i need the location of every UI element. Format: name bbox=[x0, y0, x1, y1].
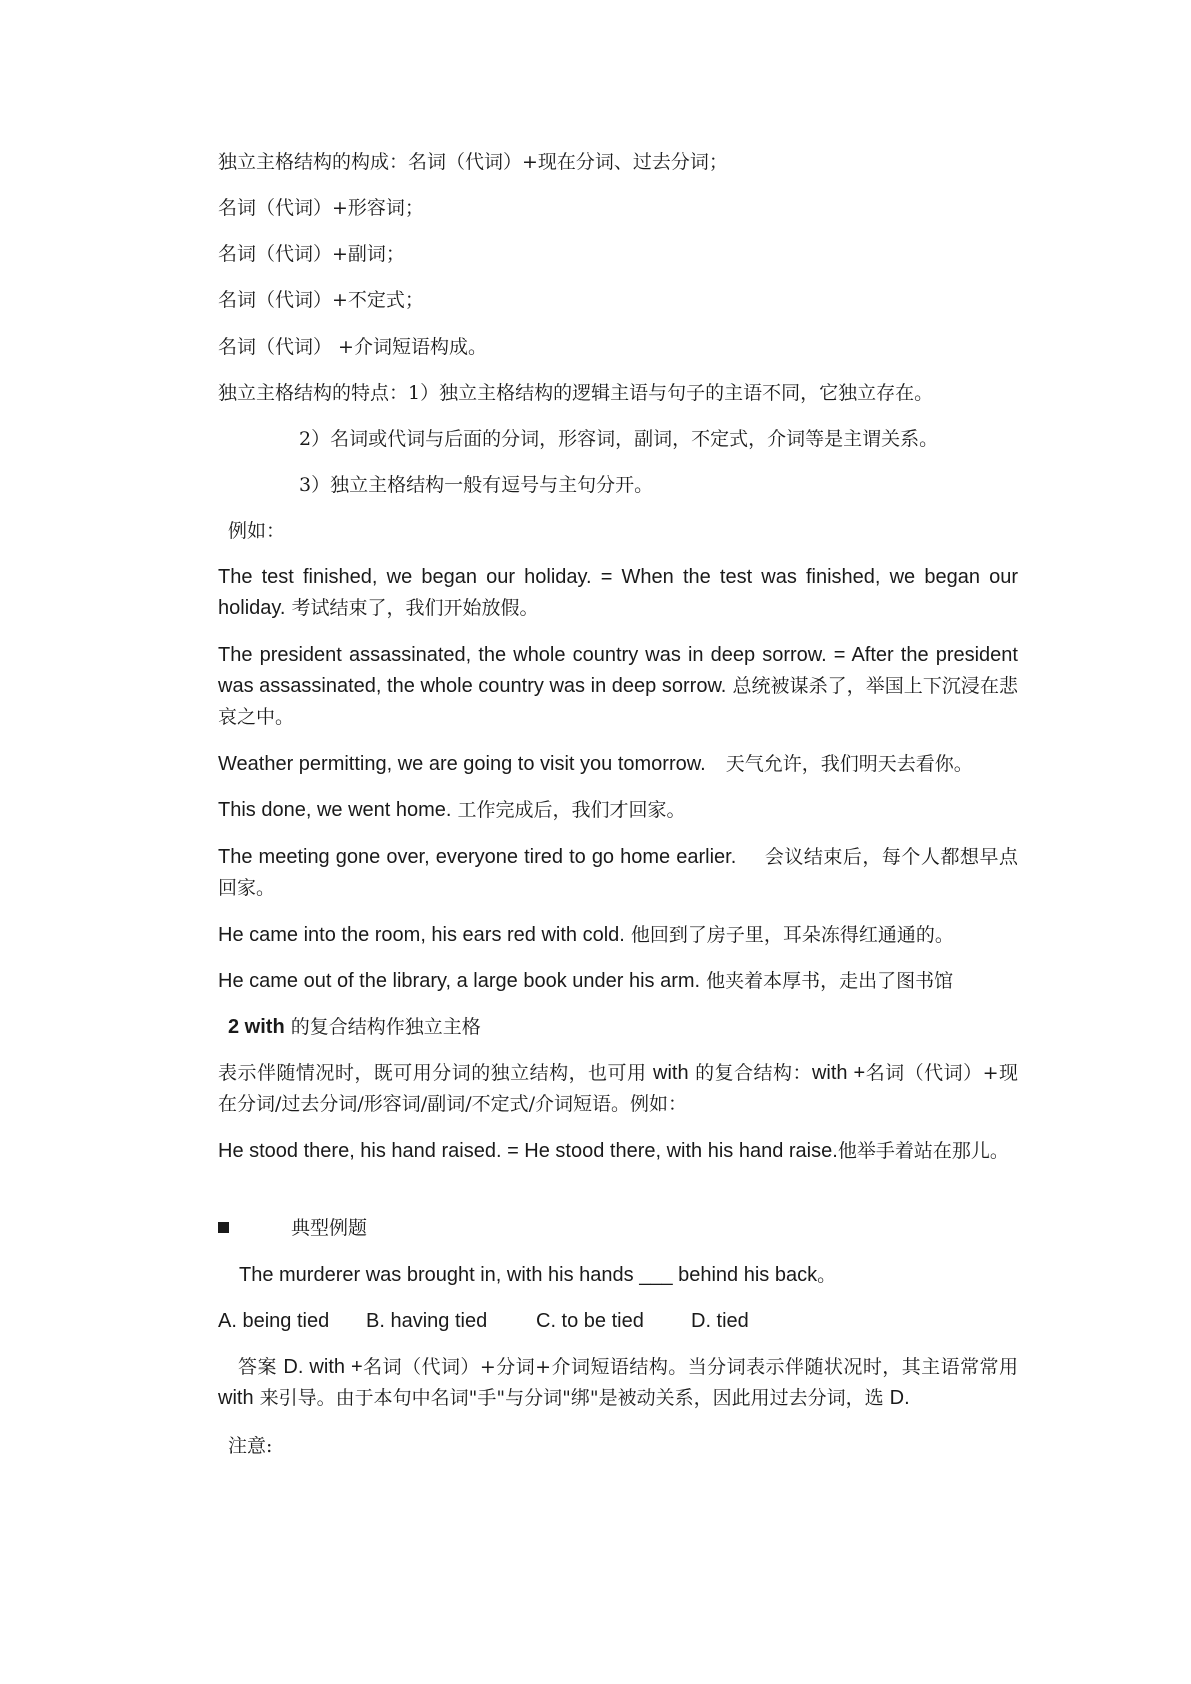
structure-line-1: 独立主格结构的构成：名词（代词）+现在分词、过去分词； bbox=[218, 151, 728, 173]
example-5 bbox=[218, 842, 1018, 904]
example-4 bbox=[218, 795, 1018, 826]
example-4-zh: 工作完成后，我们才回家。 bbox=[457, 799, 686, 821]
feature-line-2: 2）名词或代词与后面的分词，形容词，副词，不定式，介词等是主谓关系。 bbox=[299, 428, 939, 450]
note-label: 注意: bbox=[228, 1435, 273, 1457]
example-3-en: Weather permitting, we are going to visit you tomorrow. bbox=[218, 753, 706, 775]
example-1-en: The test finished, we began our holiday. = When the test was finished, we began our holiday. bbox=[218, 566, 1018, 619]
structure-line-4: 名词（代词）+不定式； bbox=[218, 289, 424, 311]
option-a: A. being tied bbox=[218, 1310, 330, 1332]
structure-line-3: 名词（代词）+副词； bbox=[218, 243, 405, 265]
section-2-example-en: He stood there, his hand raised. = He stood there, with his hand raise. bbox=[218, 1140, 838, 1162]
answer-options bbox=[218, 1306, 1018, 1337]
answer-with: with bbox=[218, 1387, 254, 1409]
desc-with-2: with + bbox=[811, 1062, 866, 1084]
section-2-example-zh: 他举手着站在那儿。 bbox=[837, 1140, 1009, 1162]
example-3-zh: 天气允许，我们明天去看你。 bbox=[725, 753, 973, 775]
example-5-zh: 会议结束后，每个人都想早点回家。 bbox=[218, 846, 1018, 899]
example-6-zh: 他回到了房子里，耳朵冻得红通通的。 bbox=[630, 924, 954, 946]
option-d: D. tied bbox=[691, 1310, 749, 1332]
example-1 bbox=[218, 562, 1018, 624]
example-5-en: The meeting gone over, everyone tired to go home earlier. bbox=[218, 846, 737, 868]
section-2-description bbox=[218, 1058, 1018, 1120]
structure-line-2: 名词（代词）+形容词； bbox=[218, 197, 424, 219]
example-7-en: He came out of the library, a large book under his arm. bbox=[218, 970, 701, 992]
desc-part-c: 名词（代词）+现在分词/过去分词/形容词/副词/不定式/介词短语。例如： bbox=[218, 1062, 1018, 1115]
desc-part-a: 表示伴随情况时，既可用分词的独立结构，也可用 bbox=[218, 1062, 647, 1084]
example-2-en: The president assassinated, the whole country was in deep sorrow. = After the president was assassinated, the whole country was in deep sorrow. bbox=[218, 644, 1018, 697]
answer-choice: D. bbox=[889, 1387, 910, 1409]
structure-line-5: 名词（代词） +介词短语构成。 bbox=[218, 336, 487, 358]
answer-text-2: 来引导。由于本句中名词"手"与分词"绑"是被动关系，因此用过去分词，选 bbox=[259, 1387, 884, 1409]
example-2 bbox=[218, 640, 1018, 733]
square-bullet-icon bbox=[218, 1222, 229, 1233]
answer-label: 答案 bbox=[238, 1356, 277, 1378]
answer-explanation bbox=[218, 1352, 1018, 1414]
option-c: C. to be tied bbox=[536, 1310, 644, 1332]
example-4-en: This done, we went home. bbox=[218, 799, 452, 821]
typical-question-end: 。 bbox=[817, 1264, 837, 1286]
feature-line-3: 3）独立主格结构一般有逗号与主句分开。 bbox=[299, 474, 654, 496]
section-2-heading-text: 的复合结构作独立主格 bbox=[290, 1016, 481, 1038]
desc-with-1: with bbox=[653, 1062, 689, 1084]
desc-part-b: 的复合结构： bbox=[695, 1062, 812, 1084]
section-2-heading bbox=[228, 1012, 1028, 1043]
example-7 bbox=[218, 966, 1018, 997]
example-2-zh: 总统被谋杀了，举国上下沉浸在悲哀之中。 bbox=[218, 675, 1018, 728]
example-6 bbox=[218, 920, 1018, 951]
example-6-en: He came into the room, his ears red with cold. bbox=[218, 924, 625, 946]
typical-question-text: The murderer was brought in, with his hands ___ behind his back bbox=[239, 1264, 818, 1286]
example-7-zh: 他夹着本厚书，走出了图书馆 bbox=[706, 970, 954, 992]
typical-question bbox=[239, 1260, 1039, 1291]
section-2-example bbox=[218, 1136, 1018, 1167]
typical-example-heading bbox=[218, 1213, 1018, 1244]
answer-key: D. with + bbox=[283, 1356, 363, 1378]
example-1-zh: 考试结束了，我们开始放假。 bbox=[291, 597, 539, 619]
option-b: B. having tied bbox=[366, 1310, 488, 1332]
typical-example-label: 典型例题 bbox=[291, 1217, 368, 1239]
example-label: 例如： bbox=[228, 520, 286, 542]
feature-line-1: 独立主格结构的特点：1）独立主格结构的逻辑主语与句子的主语不同，它独立存在。 bbox=[218, 382, 934, 404]
answer-text-1: 名词（代词）+分词+介词短语结构。当分词表示伴随状况时，其主语常常用 bbox=[362, 1356, 1019, 1378]
section-2-heading-num: 2 with bbox=[228, 1016, 285, 1038]
example-3 bbox=[218, 749, 1018, 780]
